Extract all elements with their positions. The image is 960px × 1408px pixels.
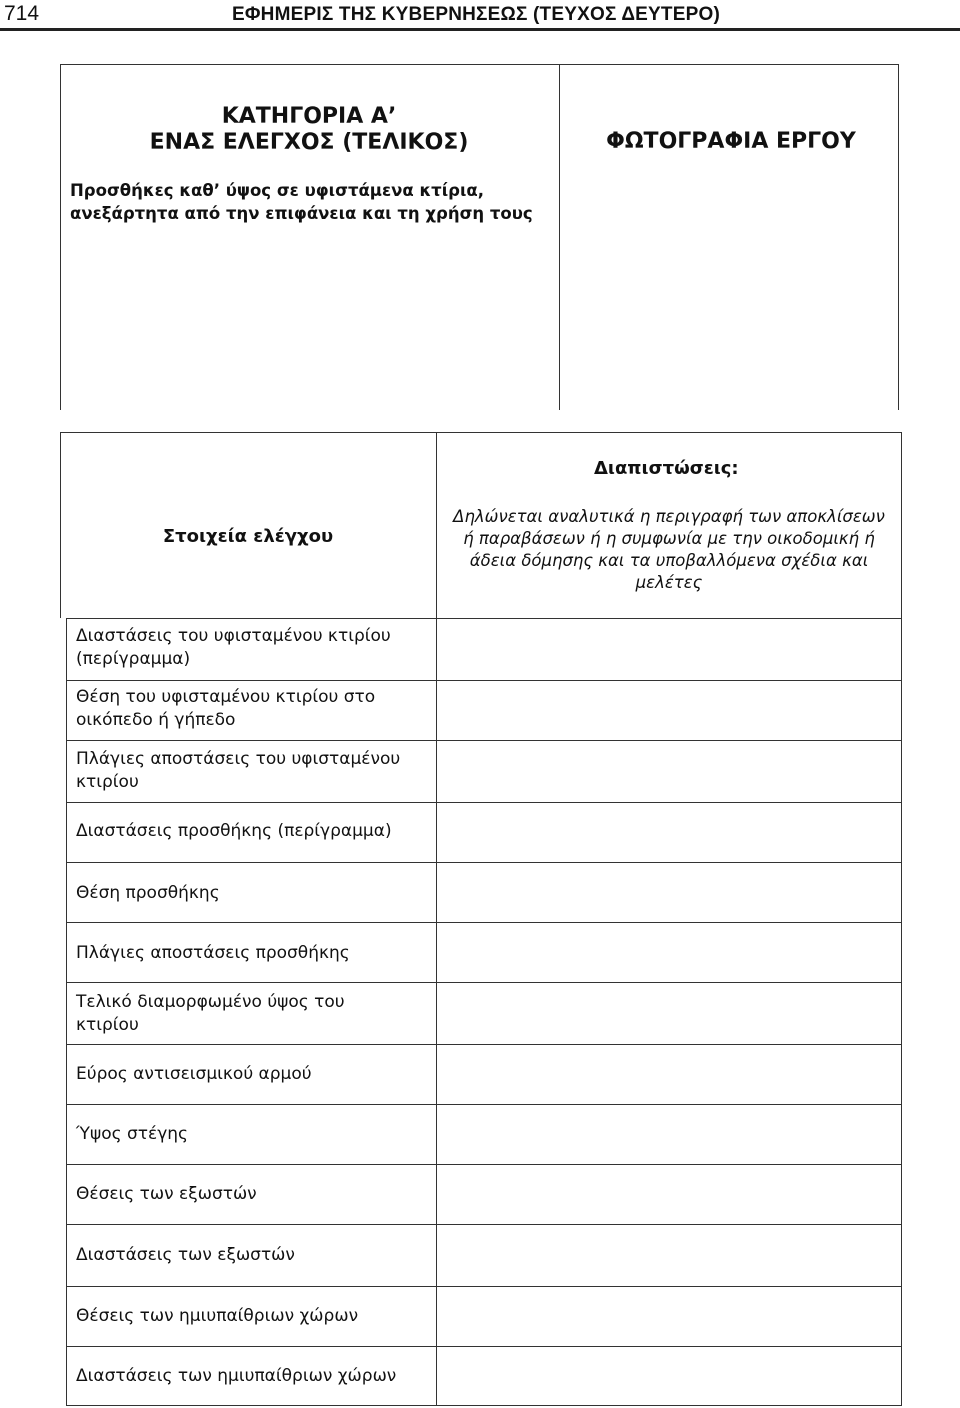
findings-title: Διαπιστώσεις: <box>594 458 739 479</box>
findings-description-line4: μελέτες <box>635 573 703 592</box>
control-row-label: Διαστάσεις των ημιυπαίθριων χώρων <box>76 1366 397 1386</box>
control-row-label: οικόπεδο ή γήπεδο <box>76 710 236 730</box>
controls-header-cell <box>60 432 436 618</box>
photo-cell <box>559 64 899 410</box>
category-subtitle-line1: Προσθήκες καθ’ ύψος σε υφιστάμενα κτίρια, <box>70 181 484 200</box>
findings-description-line3: άδεια δόμησης και τα υποβαλλόμενα σχέδια και <box>469 551 869 570</box>
category-subtitle-line2: ανεξάρτητα από την επιφάνεια και τη χρήση τους <box>70 204 533 223</box>
control-row-label: κτιρίου <box>76 772 139 792</box>
category-title: ΚΑΤΗΓΟΡΙΑ Α’ <box>221 104 397 129</box>
control-row-finding-cell <box>436 1224 902 1286</box>
control-row-label: Θέσεις των εξωστών <box>76 1184 257 1204</box>
control-row-label: Διαστάσεις του υφισταμένου κτιρίου <box>76 626 391 646</box>
control-row-label: Τελικό διαμορφωμένο ύψος του <box>76 992 345 1012</box>
control-row-label: Θέση του υφισταμένου κτιρίου στο <box>76 687 376 707</box>
control-row-finding-cell <box>436 1286 902 1346</box>
control-row-label: Διαστάσεις των εξωστών <box>76 1245 295 1265</box>
control-row-finding-cell <box>436 740 902 802</box>
control-row-finding-cell <box>436 1346 902 1406</box>
control-row-finding-cell <box>436 1164 902 1224</box>
controls-header: Στοιχεία ελέγχου <box>162 526 334 547</box>
control-row-label: κτιρίου <box>76 1015 139 1035</box>
running-title: ΕΦΗΜΕΡΙΣ ΤΗΣ ΚΥΒΕΡΝΗΣΕΩΣ (ΤΕΥΧΟΣ ΔΕΥΤΕΡΟ) <box>232 4 720 25</box>
control-row-finding-cell <box>436 680 902 740</box>
control-row-finding-cell <box>436 922 902 982</box>
photo-title: ΦΩΤΟΓΡΑΦΙΑ ΕΡΓΟΥ <box>606 129 856 154</box>
control-row-label: (περίγραμμα) <box>76 649 191 669</box>
header-rule <box>0 28 960 31</box>
control-row-label: Πλάγιες αποστάσεις του υφισταμένου <box>76 749 401 769</box>
control-row-label: Διαστάσεις προσθήκης (περίγραμμα) <box>76 821 392 841</box>
control-row-finding-cell <box>436 862 902 922</box>
control-row-finding-cell <box>436 982 902 1044</box>
control-row-label: Θέση προσθήκης <box>76 883 220 903</box>
findings-description-line2: ή παραβάσεων ή η συμφωνία με την οικοδομική ή <box>463 529 875 548</box>
control-row-finding-cell <box>436 802 902 862</box>
control-row-label: Θέσεις των ημιυπαίθριων χώρων <box>76 1306 359 1326</box>
page-number: 714 <box>4 2 40 25</box>
control-row-finding-cell <box>436 1044 902 1104</box>
findings-description-line1: Δηλώνεται αναλυτικά η περιγραφή των αποκλίσεων <box>453 507 885 526</box>
control-row-finding-cell <box>436 618 902 680</box>
control-row-label: Εύρος αντισεισμικού αρμού <box>76 1064 312 1084</box>
control-row-finding-cell <box>436 1104 902 1164</box>
control-type-title: ΕΝΑΣ ΕΛΕΓΧΟΣ (ΤΕΛΙΚΟΣ) <box>149 130 469 155</box>
control-row-label: Ύψος στέγης <box>76 1124 189 1144</box>
control-row-label: Πλάγιες αποστάσεις προσθήκης <box>76 943 350 963</box>
